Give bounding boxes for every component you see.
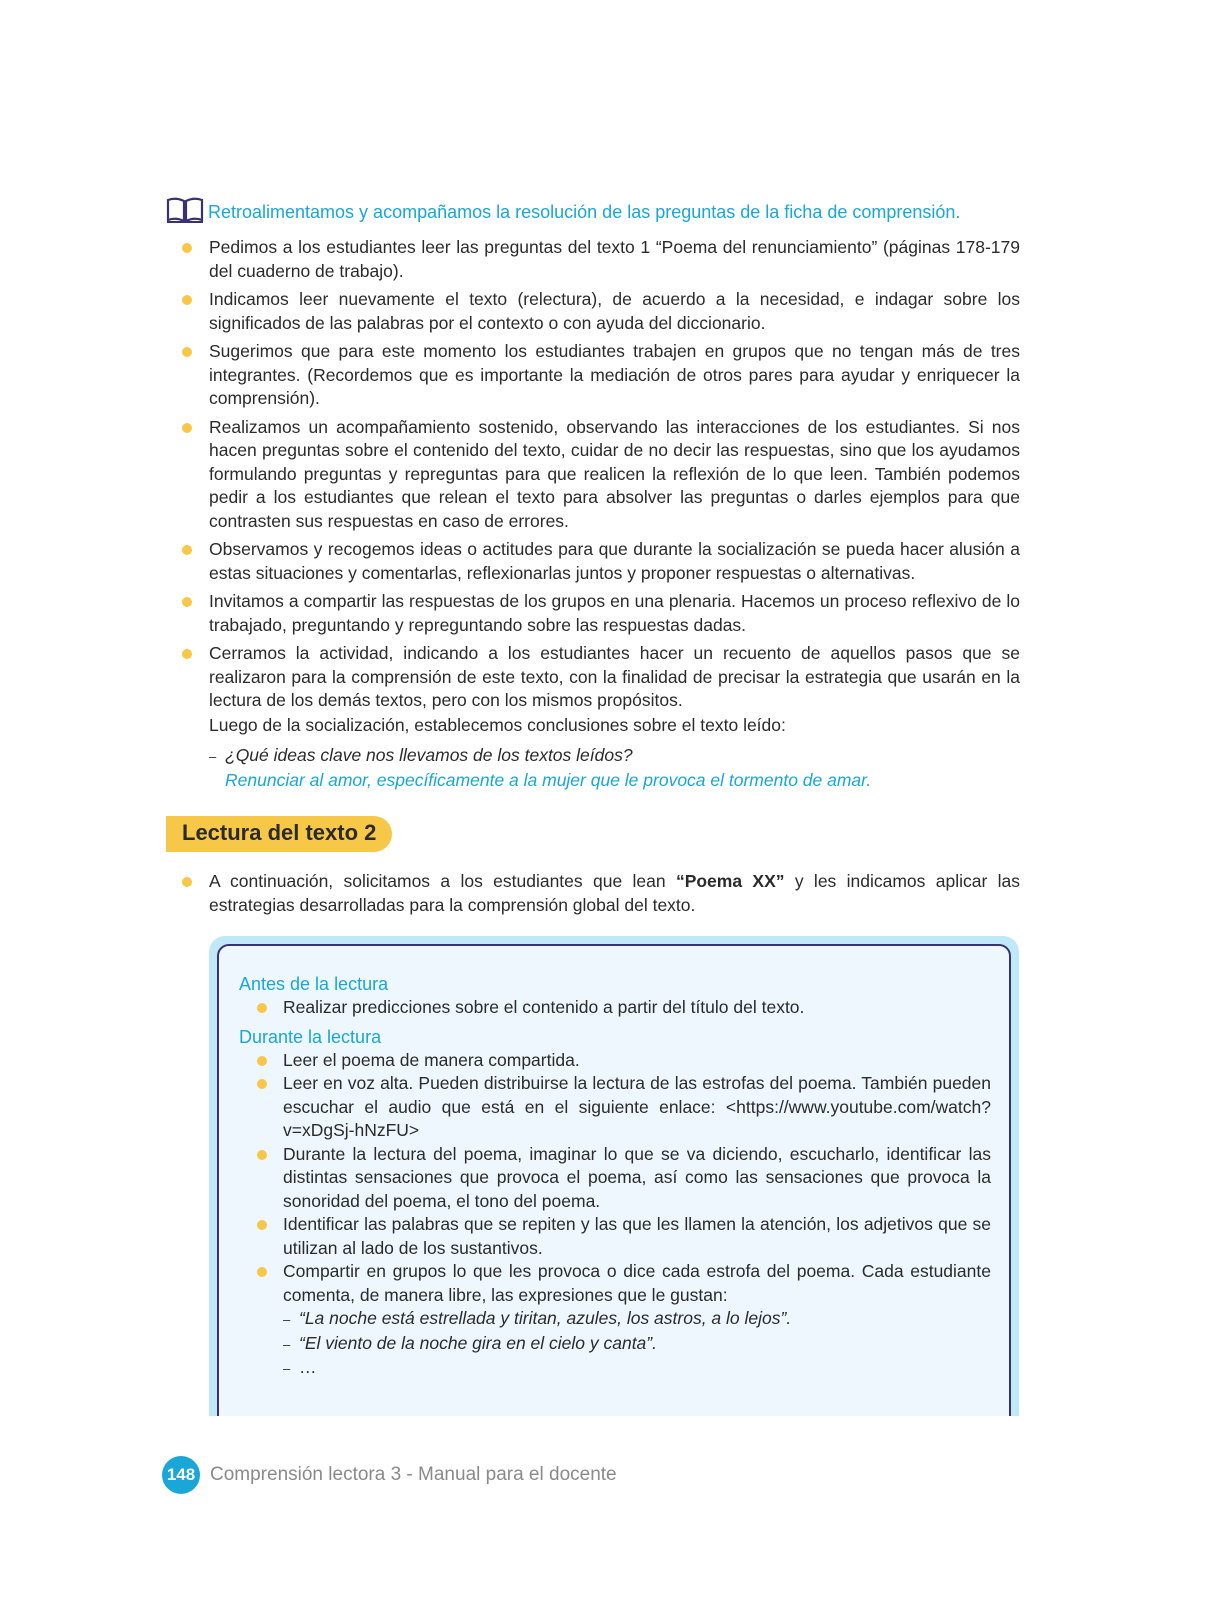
bullet-dot-icon [182,545,192,555]
list-item: A continuación, solicitamos a los estudiantes que lean “Poema XX” y les indicamos aplicar las estrategias desarrolladas para la comprensión global del texto. [180,870,1020,917]
bullet-dot-icon [182,597,192,607]
bullet-dot-icon [182,877,192,887]
bullet-dot-icon [182,347,192,357]
key-question: – ¿Qué ideas clave nos llevamos de los textos leídos? Renunciar al amor, específicamente a la mujer que le provoca el tormento de amar. [209,744,1020,792]
bullet-dot-icon [182,423,192,433]
list-item: Leer el poema de manera compartida. [239,1049,991,1073]
bullet-dot-icon [257,1220,267,1230]
quote-item: – “La noche está estrellada y tiritan, azules, los astros, a lo lejos”. [283,1308,792,1328]
section-tab-label: Lectura del texto 2 [182,820,377,845]
list-item: Observamos y recogemos ideas o actitudes para que durante la socialización se pueda hacer alusión a estas situaciones y comentarlas, reflexionarlas juntos y proponer respuestas o alternativas. [180,538,1020,585]
conclusion-text: Luego de la socialización, establecemos conclusiones sobre el texto leído: [209,715,786,735]
bullet-dot-icon [257,1079,267,1089]
list-item: Indicamos leer nuevamente el texto (relectura), de acuerdo a la necesidad, e indagar sobre los significados de las palabras por el contexto o con ayuda del diccionario. [180,288,1020,335]
intro-list [180,870,1020,917]
list-item: Compartir en grupos lo que les provoca o dice cada estrofa del poema. Cada estudiante comenta, de manera libre, las expresiones que le gustan: – “La noche está estrellada y tiritan, azules, los astros, a lo lejos”. – “El viento de la noche gira en el cielo y canta”. – … [239,1260,991,1381]
list-item: Leer en voz alta. Pueden distribuirse la lectura de las estrofas del poema. También pueden escuchar el audio que está en el siguiente enlace: <https://www.youtube.com/watch?v=xDgSj-hNzFU> [239,1072,991,1143]
section-title: Retroalimentamos y acompañamos la resolución de las preguntas de la ficha de comprensión. [208,202,961,222]
section-tab [166,816,392,852]
bullet-dot-icon [257,1003,267,1013]
list-item: Invitamos a compartir las respuestas de los grupos en una plenaria. Hacemos un proceso reflexivo de lo trabajado, preguntando y repreguntando sobre las respuestas dadas. [180,590,1020,637]
during-reading-list [239,1049,991,1381]
footer-title: Comprensión lectora 3 - Manual para el docente [210,1464,617,1485]
book-icon [166,196,204,224]
list-item: Sugerimos que para este momento los estudiantes trabajen en grupos que no tengan más de tres integrantes. (Recordemos que es importante la mediación de otros pares para ayudar y enriquecer la comprensión). [180,340,1020,411]
reading-strategy-box [209,936,1019,1416]
before-reading-heading: Antes de la lectura [239,974,389,994]
quote-item: – “El viento de la noche gira en el cielo y canta”. [283,1332,657,1353]
during-reading-heading: Durante la lectura [239,1026,382,1047]
list-item: Realizamos un acompañamiento sostenido, observando las interacciones de los estudiantes. Si nos hacen preguntas sobre el contenido del texto, cuidar de no decir las respuestas, sino que los ayudamos formulando preguntas y repreguntas para que realicen la reflexión de lo que leen. También podemos pedir a los estudiantes que relean el texto para absolver las preguntas o darles ejemplos para que contrasten sus respuestas en caso de errores. [180,416,1020,534]
list-item: Durante la lectura del poema, imaginar lo que se va diciendo, escucharlo, identificar las distintas sensaciones que provoca el poema, así como las sensaciones que provoca la sonoridad del poema, el tono del poema. [239,1143,991,1214]
bullet-dot-icon [182,649,192,659]
bullet-dot-icon [257,1267,267,1277]
before-reading-list [239,996,991,1020]
bullet-dot-icon [182,243,192,253]
page-number: 148 [162,1456,200,1494]
list-item: Realizar predicciones sobre el contenido a partir del título del texto. [239,996,991,1020]
page-footer [162,1456,617,1494]
feedback-bullet-list [180,236,1020,718]
bullet-dot-icon [257,1150,267,1160]
list-item: Identificar las palabras que se repiten y las que les llamen la atención, los adjetivos que se utilizan al lado de los sustantivos. [239,1213,991,1260]
quote-item: – … [283,1357,317,1377]
bullet-dot-icon [257,1056,267,1066]
bullet-dot-icon [182,295,192,305]
answer-text: Renunciar al amor, específicamente a la mujer que le provoca el tormento de amar. [225,769,872,790]
question-text: ¿Qué ideas clave nos llevamos de los textos leídos? [225,745,633,765]
list-item: Cerramos la actividad, indicando a los estudiantes hacer un recuento de aquellos pasos que se realizaron para la comprensión de este texto, con la finalidad de precisar la estrategia que usarán en la lectura de los demás textos, pero con los mismos propósitos. [180,642,1020,713]
list-item: Pedimos a los estudiantes leer las preguntas del texto 1 “Poema del renunciamiento” (páginas 178-179 del cuaderno de trabajo). [180,236,1020,283]
poem-title: “Poema XX” [675,871,785,891]
section-header [166,196,960,224]
